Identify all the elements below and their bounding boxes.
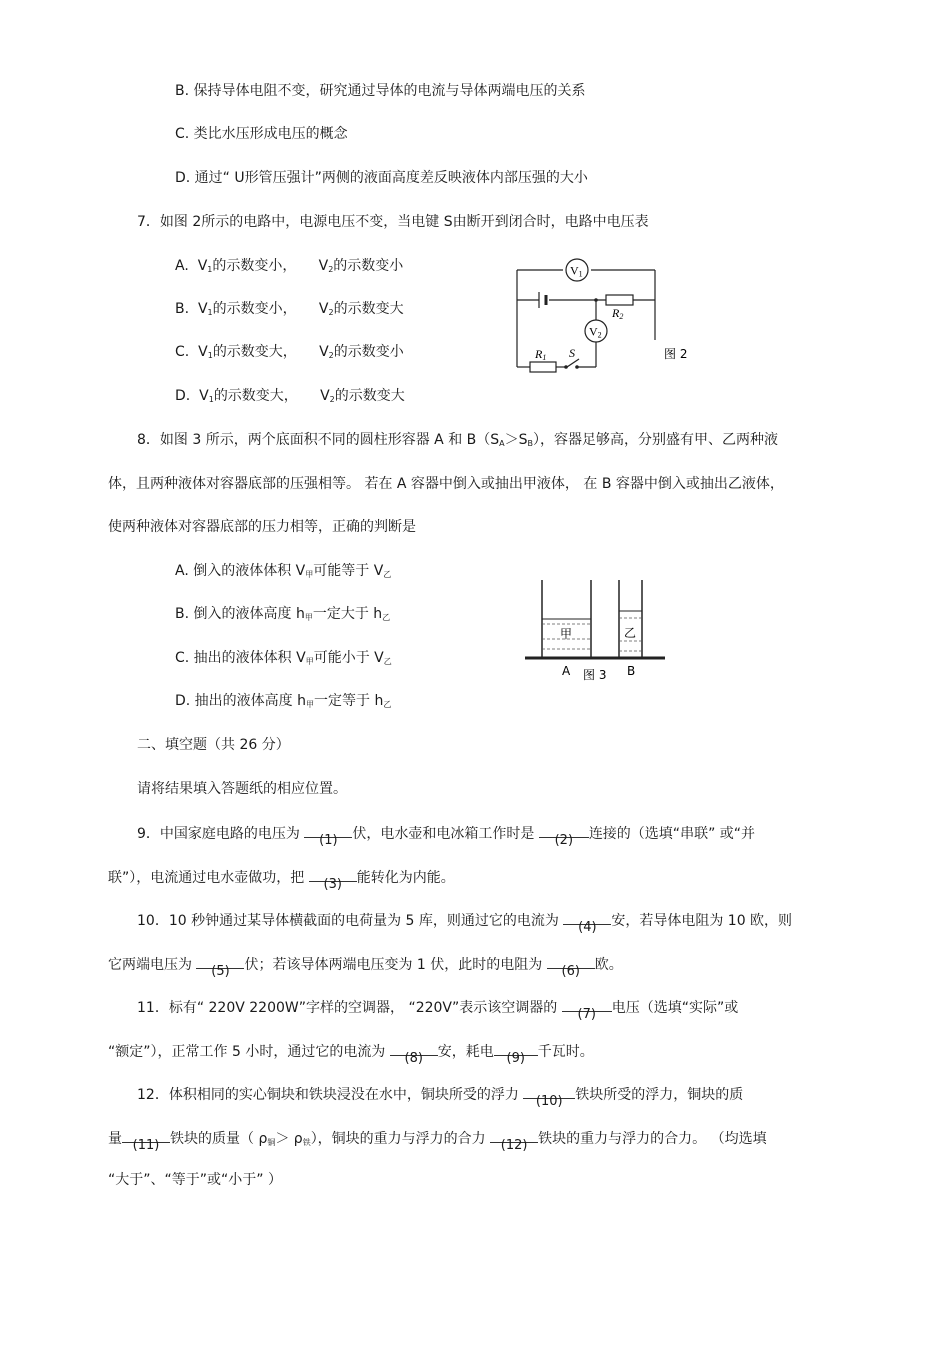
- blank-7[interactable]: (7): [562, 997, 612, 1012]
- blank-1[interactable]: (1): [304, 823, 352, 838]
- liquid-b-label: 乙: [624, 626, 637, 640]
- v1-meter-label: V1: [570, 263, 583, 279]
- q7-option-c: C. $V_1$的示数变大， $V_2$的示数变小: [175, 344, 404, 360]
- blank-5[interactable]: (5): [196, 954, 244, 969]
- q6-option-d: D. 通过“ U形管压强计”两侧的液面高度差反映液体内部压强的大小: [175, 170, 588, 186]
- blank-11[interactable]: (11): [122, 1128, 170, 1143]
- q8-line-1: 8．如图 3 所示，两个底面积不同的圆柱形容器 A 和 $B(S_A>S_B)$，容器足够高，分别盛有甲、乙两种液: [137, 432, 779, 448]
- q12-line-2: 量 (11) 铁块的质量（ $\rho_铜> \rho_铁$），铜块的重力与浮力的合力 (12) 铁块的重力与浮力的合力。 （均选填: [108, 1128, 767, 1152]
- figure-2-caption: 图 2: [664, 347, 688, 361]
- blank-10[interactable]: (10): [523, 1084, 575, 1099]
- blank-2[interactable]: (2): [539, 823, 589, 838]
- blank-4[interactable]: (4): [563, 910, 611, 925]
- q7-option-b: B. $V_1$的示数变小， $V_2$的示数变大: [175, 301, 404, 317]
- q10-line-1: 10．10 秒钟通过某导体横截面的电荷量为 5 库，则通过它的电流为 (4) 安，若导体电阻为 10 欧，则: [137, 910, 792, 930]
- q8-line-2: 体，且两种液体对容器底部的压强相等。 若在 A 容器中倒入或抽出甲液体， 在 B 容器中倒入或抽出乙液体，: [108, 476, 784, 492]
- containers-diagram-figure-3: [520, 575, 670, 685]
- circuit-diagram-figure-2: [505, 255, 715, 380]
- q7-stem: 7．如图 2所示的电路中，电源电压不变，当电键 S由断开到闭合时，电路中电压表: [137, 214, 649, 230]
- q7-option-d: D. $V_1$的示数变大， $V_2$的示数变大: [175, 388, 405, 404]
- blank-6[interactable]: (6): [547, 954, 595, 969]
- q9-line-2: 联”），电流通过电水壶做功，把 (3) 能转化为内能。: [108, 867, 455, 887]
- r1-label: R1: [535, 347, 547, 362]
- figure-3-caption: 图 3: [583, 668, 607, 682]
- q8-option-d: D. 抽出的液体高度 $h_甲$一定等于 $h_乙$: [175, 693, 392, 709]
- q8-option-a: A. 倒入的液体体积 $V_甲$可能等于 $V_乙$: [175, 563, 392, 579]
- blank-3[interactable]: (3): [309, 867, 357, 882]
- q6-option-c: C. 类比水压形成电压的概念: [175, 126, 348, 142]
- q7-option-a: A. $V_1$的示数变小， $V_2$的示数变小: [175, 258, 404, 274]
- container-b-label: B: [627, 664, 636, 678]
- v2-meter-label: V2: [589, 324, 602, 340]
- q9-line-1: 9．中国家庭电路的电压为 (1) 伏，电水壶和电冰箱工作时是 (2) 连接的（选填“串联” 或“并: [137, 823, 755, 843]
- q6-option-b: B. 保持导体电阻不变，研究通过导体的电流与导体两端电压的关系: [175, 83, 586, 99]
- q8-line-3: 使两种液体对容器底部的压力相等，正确的判断是: [108, 519, 416, 535]
- q8-option-b: B. 倒入的液体高度 $h_甲$一定大于 $h_乙$: [175, 606, 391, 622]
- q11-line-2: “额定”），正常工作 5 小时，通过它的电流为 (8) 安，耗电 (9) 千瓦时。: [108, 1041, 594, 1061]
- q8-option-c: C. 抽出的液体体积 $V_甲$可能小于 $V_乙$: [175, 650, 392, 666]
- container-a-label: A: [562, 664, 571, 678]
- blank-9[interactable]: (9): [494, 1041, 538, 1056]
- section-2-title: 二、填空题（共 26 分）: [137, 737, 290, 753]
- q10-line-2: 它两端电压为 (5) 伏；若该导体两端电压变为 1 伏，此时的电阻为 (6) 欧。: [108, 954, 623, 974]
- switch-label: S: [569, 346, 575, 360]
- q11-line-1: 11．标有“ 220V 2200W”字样的空调器， “220V”表示该空调器的 (7) 电压（选填“实际”或: [137, 997, 738, 1017]
- liquid-a-label: 甲: [560, 627, 573, 641]
- blank-8[interactable]: (8): [390, 1041, 438, 1056]
- r2-label: R2: [612, 306, 624, 321]
- blank-12[interactable]: (12): [490, 1128, 538, 1143]
- q12-line-1: 12．体积相同的实心铜块和铁块浸没在水中，铜块所受的浮力 (10) 铁块所受的浮力，铜块的质: [137, 1084, 743, 1104]
- section-2-instruction: 请将结果填入答题纸的相应位置。: [137, 781, 347, 797]
- q12-line-3: “大于”、“等于”或“小于” ）: [108, 1172, 282, 1188]
